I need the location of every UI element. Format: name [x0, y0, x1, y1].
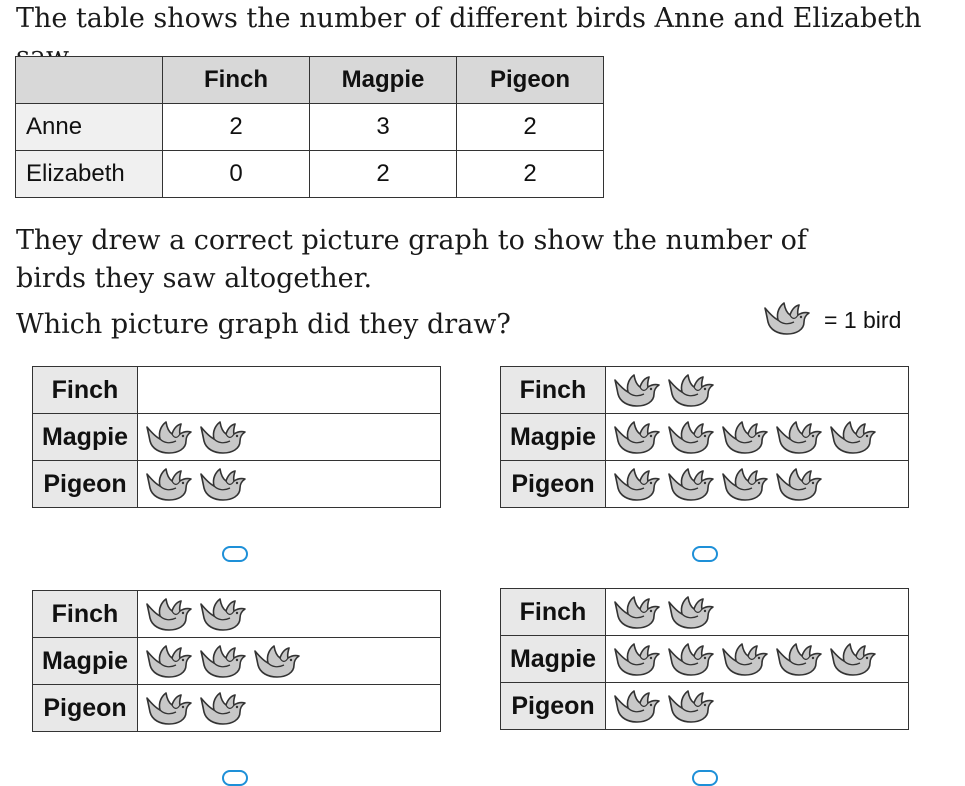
graph-row-label: Magpie — [501, 636, 606, 683]
bird-icon — [252, 643, 302, 679]
bird-icon — [198, 596, 248, 632]
option-c-radio[interactable] — [222, 770, 248, 786]
bird-row — [612, 461, 908, 507]
bird-icon — [144, 419, 194, 455]
graph-row-label: Pigeon — [501, 683, 606, 730]
bird-icon — [144, 690, 194, 726]
table-header-finch: Finch — [163, 57, 310, 104]
bird-icon — [774, 419, 824, 455]
bird-icon — [612, 466, 662, 502]
bird-icon — [612, 419, 662, 455]
bird-icon — [720, 466, 770, 502]
bird-icon — [198, 690, 248, 726]
bird-row — [612, 367, 908, 413]
graph-row-label: Finch — [501, 367, 606, 414]
bird-icon — [828, 419, 878, 455]
key-label: = 1 bird — [824, 307, 902, 333]
bird-row — [612, 414, 908, 460]
bird-icon — [666, 641, 716, 677]
bird-icon — [198, 419, 248, 455]
option-a-radio[interactable] — [222, 546, 248, 562]
bird-icon — [612, 688, 662, 724]
bird-icon — [720, 641, 770, 677]
bird-row — [612, 589, 908, 635]
table-row — [16, 151, 604, 198]
graph-row-label: Magpie — [33, 638, 138, 685]
bird-icon — [666, 594, 716, 630]
graph-row-label: Finch — [33, 591, 138, 638]
bird-icon — [666, 466, 716, 502]
table-header-magpie: Magpie — [310, 57, 457, 104]
graph-key — [762, 300, 901, 341]
bird-row — [612, 636, 908, 682]
row-label-elizabeth: Elizabeth — [16, 151, 163, 198]
bird-icon — [198, 466, 248, 502]
table-cell: 2 — [457, 151, 604, 198]
bird-row — [144, 367, 440, 413]
bird-icon — [666, 688, 716, 724]
graph-row-label: Finch — [33, 367, 138, 414]
graph-row-label: Pigeon — [33, 461, 138, 508]
picture-graph-option-b — [500, 366, 909, 508]
graph-row-label: Magpie — [33, 414, 138, 461]
graph-row-label: Finch — [501, 589, 606, 636]
bird-row — [144, 591, 440, 637]
bird-icon — [666, 372, 716, 408]
picture-graph-option-a — [32, 366, 441, 508]
bird-row — [144, 685, 440, 731]
question-text: Which picture graph did they draw? — [16, 309, 511, 340]
bird-icon — [666, 419, 716, 455]
table-cell: 2 — [457, 104, 604, 151]
table-row — [16, 104, 604, 151]
bird-icon — [144, 596, 194, 632]
graph-row-label: Pigeon — [501, 461, 606, 508]
graph-row-label: Pigeon — [33, 685, 138, 732]
bird-row — [144, 461, 440, 507]
table-corner — [16, 57, 163, 104]
bird-icon — [144, 643, 194, 679]
intro-text: The table shows the number of different birds Anne and Elizabeth — [16, 3, 922, 34]
table-cell: 2 — [310, 151, 457, 198]
bird-icon — [774, 466, 824, 502]
bird-row — [612, 683, 908, 729]
option-d-radio[interactable] — [692, 770, 718, 786]
bird-icon — [612, 372, 662, 408]
bird-icon — [198, 643, 248, 679]
row-label-anne: Anne — [16, 104, 163, 151]
graph-row-label: Magpie — [501, 414, 606, 461]
bird-icon — [762, 300, 812, 341]
table-cell: 3 — [310, 104, 457, 151]
picture-graph-option-d — [500, 588, 909, 730]
option-b-radio[interactable] — [692, 546, 718, 562]
bird-icon — [144, 466, 194, 502]
bird-icon — [720, 419, 770, 455]
picture-graph-option-c — [32, 590, 441, 732]
bird-icon — [612, 641, 662, 677]
bird-icon — [828, 641, 878, 677]
bird-icon — [774, 641, 824, 677]
description-text: They drew a correct picture graph to show the number of birds they saw altogether. — [16, 225, 807, 294]
bird-icon — [612, 594, 662, 630]
table-cell: 2 — [163, 104, 310, 151]
table-cell: 0 — [163, 151, 310, 198]
bird-count-table — [15, 56, 604, 198]
table-header-pigeon: Pigeon — [457, 57, 604, 104]
bird-row — [144, 414, 440, 460]
bird-row — [144, 638, 440, 684]
